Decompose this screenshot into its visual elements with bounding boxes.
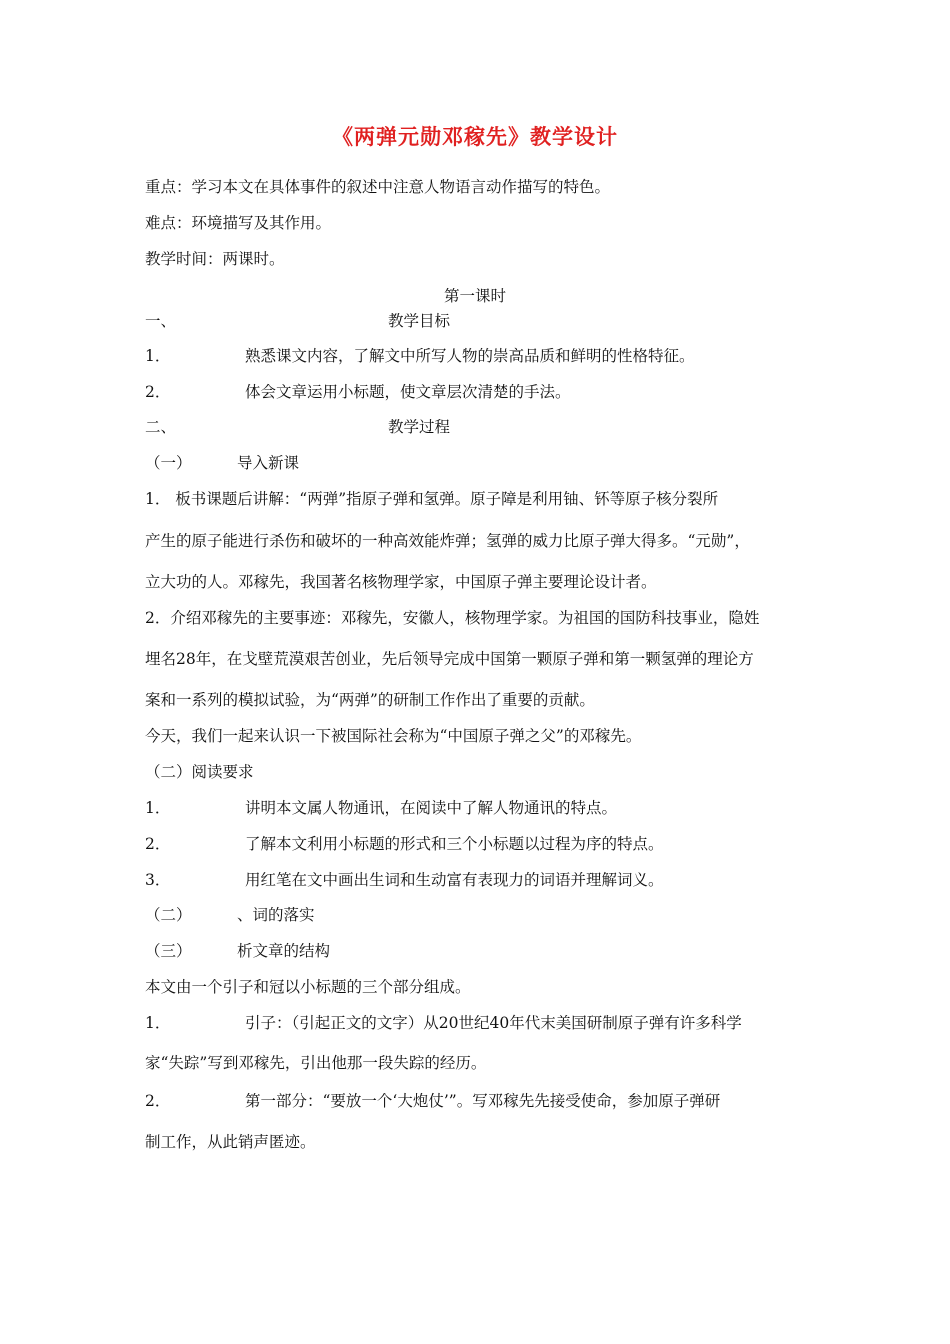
sub4-title: 析文章的结构 — [237, 942, 331, 960]
sub4-number: （三） — [145, 942, 192, 960]
paragraph-line: 埋名28年，在戈壁荒漠艰苦创业，先后领导完成中国第一颗原子弹和第一颗氢弹的理论方 — [145, 650, 754, 668]
req1-text: 讲明本文属人物通讯，在阅读中了解人物通讯的特点。 — [245, 799, 618, 817]
req1-number: 1． — [145, 799, 171, 817]
paragraph-line: 本文由一个引子和冠以小标题的三个部分组成。 — [145, 978, 471, 996]
req3-number: 3． — [145, 871, 171, 889]
structure2-line2: 制工作，从此销声匿迹。 — [145, 1133, 316, 1151]
teaching-time: 教学时间：两课时。 — [145, 250, 285, 268]
goal2-number: 2． — [145, 383, 171, 401]
structure2-number: 2． — [145, 1092, 171, 1110]
structure2-line1: 第一部分：“要放一个‘大炮仗’”。写邓稼先先接受使命，参加原子弹研 — [245, 1092, 721, 1110]
paragraph-line: 今天，我们一起来认识一下被国际社会称为“中国原子弹之父”的邓稼先。 — [145, 727, 642, 745]
sub3-number: （二） — [145, 906, 192, 924]
sub1-title: 导入新课 — [237, 454, 300, 472]
req2-text: 了解本文利用小标题的形式和三个小标题以过程为序的特点。 — [245, 835, 664, 853]
difficulty: 难点：环境描写及其作用。 — [145, 214, 332, 232]
req2-number: 2． — [145, 835, 171, 853]
paragraph-line: 1． 板书课题后讲解：“两弹”指原子弹和氢弹。原子障是利用铀、钚等原子核分裂所 — [145, 490, 719, 508]
structure1-line2: 家“失踪”写到邓稼先，引出他那一段失踪的经历。 — [145, 1054, 487, 1072]
section2-title: 教学过程 — [388, 418, 451, 436]
structure1-line1: 引子：（引起正文的文字）从20世纪40年代末美国研制原子弹有许多科学 — [245, 1014, 742, 1032]
section2-number: 二、 — [145, 418, 177, 436]
sub1-number: （一） — [145, 454, 192, 472]
sub2-heading: （二）阅读要求 — [145, 763, 254, 781]
paragraph-line: 2．介绍邓稼先的主要事迹：邓稼先，安徽人，核物理学家。为祖国的国防科技事业，隐姓 — [145, 609, 760, 627]
paragraph-line: 案和一系列的模拟试验，为“两弹”的研制工作作出了重要的贡献。 — [145, 691, 595, 709]
paragraph-line: 产生的原子能进行杀伤和破坏的一种高效能炸弹；氢弹的威力比原子弹大得多。“元勋”， — [145, 532, 750, 550]
lesson-heading: 第一课时 — [443, 287, 506, 305]
goal2-text: 体会文章运用小标题，使文章层次清楚的手法。 — [245, 383, 571, 401]
document-title: 《两弹元勋邓稼先》教学设计 — [332, 125, 618, 149]
structure1-number: 1． — [145, 1014, 171, 1032]
section1-title: 教学目标 — [388, 312, 451, 330]
paragraph-line: 立大功的人。邓稼先，我国著名核物理学家，中国原子弹主要理论设计者。 — [145, 573, 657, 591]
goal1-number: 1． — [145, 347, 171, 365]
sub3-title: 、词的落实 — [237, 906, 315, 924]
req3-text: 用红笔在文中画出生词和生动富有表现力的词语并理解词义。 — [245, 871, 664, 889]
goal1-text: 熟悉课文内容，了解文中所写人物的崇高品质和鲜明的性格特征。 — [245, 347, 695, 365]
section1-number: 一、 — [145, 312, 177, 330]
key-point: 重点：学习本文在具体事件的叙述中注意人物语言动作描写的特色。 — [145, 178, 611, 196]
